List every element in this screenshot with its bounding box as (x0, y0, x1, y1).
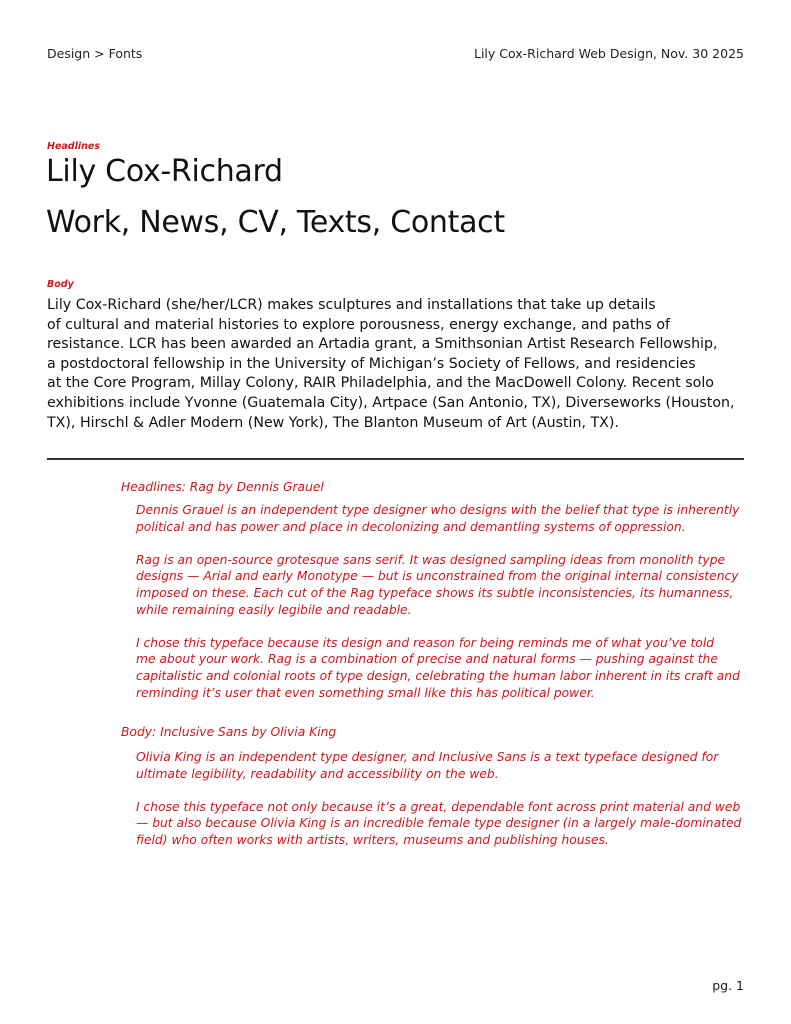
note-heading: Body: Inclusive Sans by Olivia King (121, 725, 337, 739)
body-sample-text (47, 296, 735, 433)
headlines-label: Headlines (47, 141, 100, 152)
note-line: designs — Arial and early Monotype — but is unconstrained from the original internal consistency (136, 569, 739, 584)
headline-title: Lily Cox-Richard (46, 154, 283, 189)
body-line: Lily Cox-Richard (she/her/LCR) makes sculptures and installations that take up details (47, 297, 656, 313)
body-line: of cultural and material histories to explore porousness, energy exchange, and paths of (47, 316, 670, 333)
note-line: — but also because Olivia King is an incredible female type designer (in a largely male-dominated (136, 816, 742, 831)
note-line: capitalistic and colonial roots of type design, celebrating the human labor inherent in its craft and (136, 668, 740, 683)
note-line: me about your work. Rag is a combination of precise and natural forms — pushing against the (136, 652, 718, 667)
body-line: a postdoctoral fellowship in the University of Michigan’s Society of Fellows, and residencies (47, 355, 696, 372)
note-line: Olivia King is an independent type designer, and Inclusive Sans is a text typeface designed for (136, 750, 719, 764)
note-line: I chose this typeface because its design and reason for being reminds me of what you’ve told (136, 635, 715, 650)
note-line: while remaining easily legibile and readable. (136, 602, 412, 617)
note-line: political and has power and place in decolonizing and demantling systems of oppression. (136, 519, 686, 534)
document-meta: Lily Cox-Richard Web Design, Nov. 30 2025 (473, 46, 744, 61)
breadcrumb: Design > Fonts (47, 46, 143, 61)
note-line: Rag is an open-source grotesque sans serif. It was designed sampling ideas from monolith type (136, 552, 726, 567)
note-line: reminding it’s user that even something small like this has political power. (136, 685, 595, 700)
divider (47, 458, 744, 460)
note-body (136, 749, 741, 865)
body-label: Body (47, 279, 74, 290)
note-line: ultimate legibility, readability and accessibility on the web. (136, 766, 499, 781)
note-line: Dennis Grauel is an independent type designer who designs with the belief that type is inherently (136, 503, 740, 517)
body-line: resistance. LCR has been awarded an Artadia grant, a Smithsonian Artist Research Fellowship, (47, 336, 718, 353)
note-paragraph (136, 635, 740, 701)
note-paragraph (136, 799, 741, 849)
note-heading: Headlines: Rag by Dennis Grauel (121, 480, 324, 494)
page-number: pg. 1 (712, 978, 744, 993)
note-line: field) who often works with artists, writers, museums and publishing houses. (136, 832, 609, 847)
note-line: I chose this typeface not only because it’s a great, dependable font across print material and web (136, 799, 741, 814)
headline-nav-sample: Work, News, CV, Texts, Contact (46, 205, 505, 240)
note-line: imposed on these. Each cut of the Rag typeface shows its subtle inconsistencies, its humanness, (136, 585, 734, 600)
note-body (136, 502, 740, 718)
body-line: at the Core Program, Millay Colony, RAIR Philadelphia, and the MacDowell Colony. Recent solo (47, 375, 714, 392)
body-line: exhibitions include Yvonne (Guatemala City), Artpace (San Antonio, TX), Diverseworks (Houston, (47, 394, 735, 411)
body-line: TX), Hirschl & Adler Modern (New York), The Blanton Museum of Art (Austin, TX). (47, 414, 619, 431)
note-paragraph (136, 502, 740, 535)
note-paragraph (136, 749, 741, 782)
note-paragraph (136, 552, 740, 618)
